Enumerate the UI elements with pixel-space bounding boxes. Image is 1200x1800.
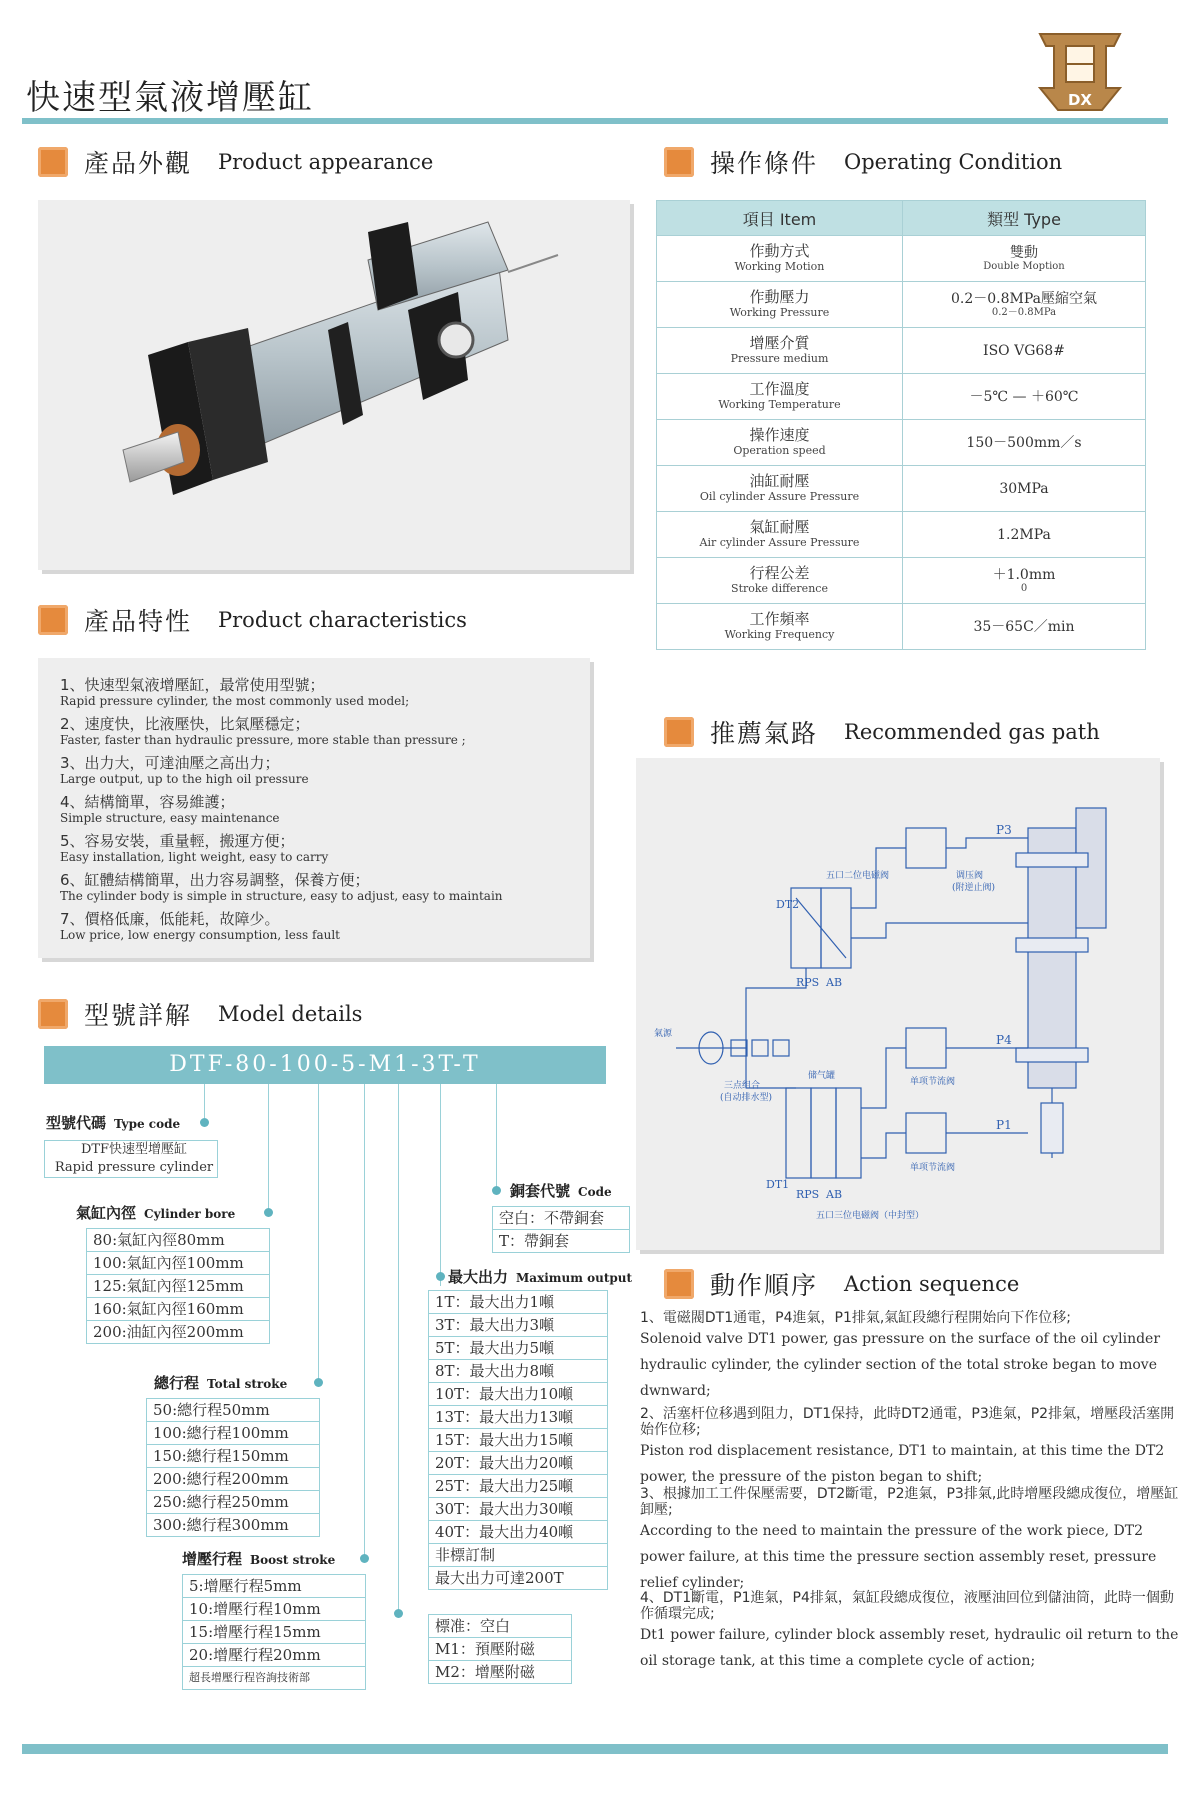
option-item: 5:增壓行程5mm [183, 1575, 365, 1598]
gas-path-diagram [636, 758, 1160, 1250]
item-en: Working Pressure [729, 306, 830, 319]
header-item: 項目 Item [657, 201, 903, 236]
type-cell [903, 604, 1146, 650]
item-zh: 操作速度 [749, 426, 810, 444]
table-row [657, 374, 1146, 420]
action-step [640, 1406, 1180, 1490]
item-en: Oil cylinder Assure Pressure [699, 490, 860, 503]
section-title-zh: 產品外觀 [84, 149, 193, 178]
section-icon [664, 147, 694, 177]
option-item: 150:總行程150mm [147, 1445, 319, 1468]
table-row [657, 420, 1146, 466]
type-value-sub: 0 [1020, 582, 1028, 594]
dot-total [314, 1378, 323, 1387]
characteristic-zh: 7、價格低廉，低能耗，故障少。 [60, 910, 280, 928]
boost-stroke-options [182, 1574, 366, 1690]
characteristic-en: Low price, low energy consumption, less fault [60, 928, 340, 942]
characteristic-en: Easy installation, light weight, easy to carry [60, 850, 329, 864]
option-item: 20:增壓行程20mm [183, 1644, 365, 1667]
characteristic-item [60, 676, 409, 709]
rps-top: RPS [796, 976, 820, 989]
type-cell [903, 282, 1146, 328]
label-boost-stroke: 增壓行程 Boost stroke [182, 1550, 336, 1568]
section-title-zh: 動作順序 [710, 1271, 819, 1300]
option-item: M2：增壓附磁 [435, 1663, 535, 1681]
item-cell [657, 420, 903, 466]
characteristic-zh: 2、速度快，比液壓快，比氣壓穩定； [60, 715, 310, 733]
section-title-en: Model details [218, 1002, 363, 1026]
section-title-en: Action sequence [844, 1272, 1020, 1296]
characteristic-item [60, 754, 309, 787]
option-item: DTF快速型增壓缸 [80, 1142, 188, 1157]
option-item: 10:增壓行程10mm [183, 1598, 365, 1621]
option-item: 100:總行程100mm [147, 1422, 319, 1445]
item-en: Pressure medium [730, 352, 829, 365]
reg-valve-label: 调压阀 [956, 871, 984, 881]
option-item: 10T：最大出力10噸 [429, 1383, 607, 1406]
throttle-label-1: 单项节流阀 [910, 1077, 956, 1087]
type-value-sub: 0.2－0.8MPa [991, 306, 1057, 318]
item-cell [657, 558, 903, 604]
action-en: Dt1 power failure, cylinder block assembly reset, hydraulic oil return to the oil storage tank, at this time a complete cycle of action; [640, 1627, 1179, 1669]
section-appearance [38, 142, 433, 182]
label-copper: 銅套代號 Code [510, 1182, 612, 1200]
dot-boost [360, 1554, 369, 1563]
option-item: 標准：空白 [429, 1615, 571, 1638]
type-value-sub: Double Moption [983, 260, 1065, 272]
connector-bore [268, 1084, 269, 1214]
option-item: 50:總行程50mm [147, 1399, 319, 1422]
characteristic-en: Faster, faster than hydraulic pressure, more stable than pressure ; [60, 733, 466, 747]
type-cell [903, 466, 1146, 512]
action-zh: 4、DT1斷電，P1進氣，P4排氣，氣缸段總成復位，液壓油回位到儲油筒，此時一個動作循環完成; [640, 1590, 1174, 1622]
dot-output [436, 1272, 445, 1281]
option-item: 160:氣缸內徑160mm [87, 1298, 269, 1321]
action-zh: 3、根據加工工件保壓需要，DT2斷電，P2進氣，P3排氣,此時增壓段總成復位，增壓缸卸壓; [640, 1486, 1179, 1518]
connector-magnet [398, 1084, 399, 1614]
option-item: 15:增壓行程15mm [183, 1621, 365, 1644]
option-item: M1：預壓附磁 [429, 1638, 571, 1661]
item-en: Operation speed [733, 444, 826, 457]
ab-top: AB [826, 976, 843, 989]
triple-label: 三点组合 [724, 1081, 761, 1091]
valve-bottom-label: 五口三位电磁阀（中封型） [816, 1211, 925, 1221]
port-p3: P3 [996, 823, 1012, 837]
table-row [657, 466, 1146, 512]
title-rule [22, 118, 1168, 124]
table-row [657, 282, 1146, 328]
characteristic-en: Simple structure, easy maintenance [60, 811, 280, 825]
section-icon [664, 717, 694, 747]
connector-type [204, 1084, 205, 1118]
characteristic-item [60, 715, 466, 748]
option-item: 30T：最大出力30噸 [429, 1498, 607, 1521]
item-zh: 油缸耐壓 [749, 472, 810, 490]
characteristic-item [60, 910, 340, 943]
connector-output [440, 1084, 441, 1286]
section-title-zh: 推薦氣路 [710, 719, 819, 748]
dot-copper [492, 1186, 501, 1195]
connector-boost [364, 1084, 365, 1560]
type-value: ISO VG68# [983, 342, 1065, 359]
page-title: 快速型氣液增壓缸 [26, 78, 314, 118]
dx-logo [1030, 26, 1130, 116]
type-cell [903, 558, 1146, 604]
product-photo [38, 200, 630, 570]
rps-bottom: RPS [796, 1188, 820, 1201]
throttle-label-2: 单项节流阀 [910, 1163, 956, 1173]
triple-sub: (自动排水型) [720, 1093, 773, 1103]
bore-options [86, 1228, 270, 1344]
action-step [640, 1590, 1180, 1674]
dt2-label: DT2 [776, 898, 800, 911]
header-type: 類型 Type [903, 201, 1146, 236]
option-item: 40T：最大出力40噸 [429, 1521, 607, 1544]
section-icon [664, 1269, 694, 1299]
characteristic-en: The cylinder body is simple in structure, easy to adjust, easy to maintain [60, 889, 503, 903]
option-item: 15T：最大出力15噸 [429, 1429, 607, 1452]
section-characteristics [38, 600, 467, 640]
option-item: 空白：不帶銅套 [493, 1207, 629, 1230]
option-item: Rapid pressure cylinder [54, 1160, 214, 1175]
option-item: 100:氣缸內徑100mm [87, 1252, 269, 1275]
section-icon [38, 147, 68, 177]
section-title-zh: 操作條件 [710, 149, 819, 178]
table-row [657, 236, 1146, 282]
max-output-options [428, 1290, 608, 1590]
characteristic-item [60, 832, 328, 865]
item-en: Working Frequency [724, 628, 835, 641]
type-value: －5℃ — ＋60℃ [969, 388, 1079, 405]
option-item: 20T：最大出力20噸 [429, 1452, 607, 1475]
item-cell [657, 604, 903, 650]
item-zh: 作動方式 [749, 242, 810, 260]
section-action [664, 1264, 1019, 1304]
characteristic-en: Large output, up to the high oil pressure [60, 772, 309, 786]
item-en: Stroke difference [731, 582, 828, 595]
characteristic-zh: 4、結構簡單，容易維護； [60, 793, 235, 811]
characteristic-zh: 1、快速型氣液增壓缸，最常使用型號； [60, 676, 325, 694]
option-item: 8T：最大出力8噸 [429, 1360, 607, 1383]
item-cell [657, 466, 903, 512]
item-zh: 作動壓力 [749, 288, 810, 306]
item-cell [657, 512, 903, 558]
type-value: ＋1.0mm [992, 566, 1056, 583]
option-item: 13T：最大出力13噸 [429, 1406, 607, 1429]
type-cell [903, 512, 1146, 558]
type-value: 0.2－0.8MPa壓縮空氣 [950, 290, 1097, 307]
operating-table [656, 200, 1146, 650]
table-row [657, 604, 1146, 650]
characteristic-zh: 5、容易安裝，重量輕，搬運方便； [60, 832, 295, 850]
option-item: 200:總行程200mm [147, 1468, 319, 1491]
type-code-box [44, 1140, 218, 1178]
option-item: 125:氣缸內徑125mm [87, 1275, 269, 1298]
option-item: 250:總行程250mm [147, 1491, 319, 1514]
ab-bottom: AB [826, 1188, 843, 1201]
item-en: Working Temperature [718, 398, 841, 411]
action-zh: 1、電磁閥DT1通電，P4進氣，P1排氣,氣缸段總行程開始向下作位移; [640, 1310, 1072, 1326]
option-item: 1T：最大出力1噸 [429, 1291, 607, 1314]
item-cell [657, 282, 903, 328]
model-code-bar: DTF-80-100-5-M1-3T-T [44, 1046, 606, 1084]
option-item: 非標訂制 [429, 1544, 607, 1567]
option-item: 5T：最大出力5噸 [429, 1337, 607, 1360]
item-cell [657, 236, 903, 282]
type-value: 30MPa [999, 480, 1049, 497]
characteristic-en: Rapid pressure cylinder, the most commonly used model; [60, 694, 410, 708]
type-value: 1.2MPa [997, 526, 1051, 543]
item-en: Air cylinder Assure Pressure [699, 536, 860, 549]
characteristic-zh: 3、出力大，可達油壓之高出力； [60, 754, 280, 772]
connector-total [318, 1084, 319, 1384]
characteristic-item [60, 871, 503, 904]
section-icon [38, 605, 68, 635]
section-operating [664, 142, 1062, 182]
item-zh: 行程公差 [749, 564, 810, 582]
type-cell [903, 236, 1146, 282]
section-icon [38, 999, 68, 1029]
type-cell [903, 374, 1146, 420]
tank-label: 储气罐 [808, 1071, 836, 1081]
item-cell [657, 328, 903, 374]
option-item: 超長增壓行程咨詢技術部 [189, 1671, 310, 1684]
connector-copper [496, 1084, 497, 1190]
source-label: 氣源 [654, 1029, 673, 1039]
valve-top-label: 五口二位电磁阀 [826, 871, 890, 881]
item-zh: 工作頻率 [749, 610, 810, 628]
copper-options [492, 1206, 630, 1253]
table-row [657, 558, 1146, 604]
bottom-rule [22, 1744, 1168, 1754]
type-value: 雙動 [1010, 244, 1038, 261]
action-en: According to the need to maintain the pressure of the work piece, DT2 power failure, at this time the pressure section assembly reset, pressure relief cylinder; [640, 1523, 1157, 1591]
label-type-code: 型號代碼 Type code [46, 1114, 181, 1132]
action-step [640, 1486, 1180, 1596]
option-item: 200:油缸內徑200mm [93, 1323, 244, 1341]
item-en: Working Motion [734, 260, 825, 273]
logo-text: DX [1067, 91, 1093, 109]
item-zh: 氣缸耐壓 [749, 518, 810, 536]
section-title-en: Recommended gas path [844, 720, 1100, 744]
total-stroke-options [146, 1398, 320, 1537]
action-step [640, 1310, 1180, 1404]
item-zh: 增壓介質 [749, 334, 810, 352]
section-model [38, 994, 362, 1034]
magnet-options [428, 1614, 572, 1684]
table-row [657, 328, 1146, 374]
label-bore: 氣缸內徑 Cylinder bore [76, 1204, 236, 1222]
type-cell [903, 328, 1146, 374]
port-p4: P4 [996, 1033, 1012, 1047]
type-cell [903, 420, 1146, 466]
port-p1: P1 [996, 1118, 1012, 1132]
characteristic-zh: 6、缸體結構簡單，出力容易調整，保養方便； [60, 871, 370, 889]
type-value: 150－500mm／s [966, 434, 1082, 451]
action-zh: 2、活塞杆位移遇到阻力，DT1保持，此時DT2通電，P3進氣，P2排氣，增壓段活塞開始作位移; [640, 1406, 1175, 1438]
table-row [657, 512, 1146, 558]
table-header-row [657, 201, 1146, 236]
reg-valve-sub: (附逆止阀) [952, 883, 996, 893]
option-item: T：帶銅套 [499, 1232, 570, 1250]
option-item: 25T：最大出力25噸 [429, 1475, 607, 1498]
section-title-en: Product appearance [218, 150, 434, 174]
option-item: 3T：最大出力3噸 [429, 1314, 607, 1337]
section-gas-path [664, 712, 1100, 752]
dt1-label: DT1 [766, 1178, 790, 1191]
dot-type-code [200, 1118, 209, 1127]
action-en: Piston rod displacement resistance, DT1 to maintain, at this time the DT2 power, the pressure of the piston began to shift; [640, 1443, 1165, 1485]
action-en: Solenoid valve DT1 power, gas pressure on the surface of the oil cylinder hydraulic cylinder, the cylinder section of the total stroke began to move dwnward; [640, 1331, 1161, 1399]
section-title-zh: 產品特性 [84, 607, 193, 636]
item-cell [657, 374, 903, 420]
item-zh: 工作溫度 [749, 380, 810, 398]
label-max-output: 最大出力 Maximum output [448, 1268, 633, 1286]
option-item: 最大出力可達200T [435, 1569, 564, 1587]
option-item: 300:總行程300mm [153, 1516, 289, 1534]
option-item: 80:氣缸內徑80mm [87, 1229, 269, 1252]
section-title-zh: 型號詳解 [84, 1001, 193, 1030]
dot-magnet [394, 1609, 403, 1618]
label-total-stroke: 總行程 Total stroke [154, 1374, 288, 1392]
type-value: 35－65C／min [973, 618, 1075, 635]
section-title-en: Operating Condition [844, 150, 1063, 174]
section-title-en: Product characteristics [218, 608, 467, 632]
characteristic-item [60, 793, 280, 826]
dot-bore [264, 1208, 273, 1217]
